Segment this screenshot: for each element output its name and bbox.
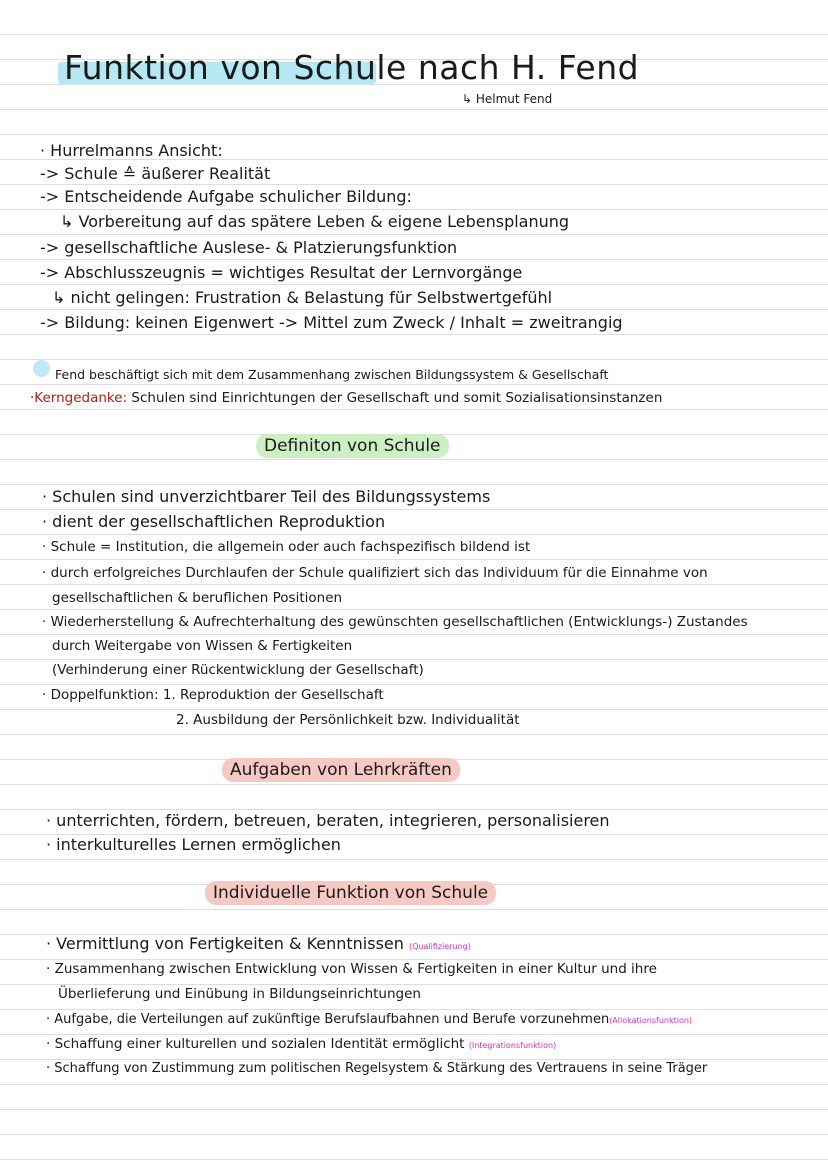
definition-line: · dient der gesellschaftlichen Reproduktion	[42, 512, 386, 531]
note-allokation: (Allokationsfunktion)	[609, 1016, 693, 1025]
hurrelmann-line: ↳ Vorbereitung auf das spätere Leben & eigene Lebensplanung	[60, 212, 570, 231]
definition-line: · durch erfolgreiches Durchlaufen der Schule qualifiziert sich das Individuum für die Einnahme von	[42, 565, 708, 581]
note-qualifizierung: (Qualifizierung)	[409, 942, 471, 951]
definition-line: · Doppelfunktion: 1. Reproduktion der Gesellschaft	[42, 687, 384, 703]
kerngedanke-label: Kerngedanke:	[34, 390, 128, 406]
kerngedanke-text: Schulen sind Einrichtungen der Gesellschaft und somit Sozialisationsinstanzen	[131, 390, 663, 406]
definition-line: 2. Ausbildung der Persönlichkeit bzw. Individualität	[176, 712, 520, 728]
aufgaben-heading: Aufgaben von Lehrkräften	[222, 760, 460, 780]
note-integration: (Integrationsfunktion)	[468, 1041, 557, 1050]
individuell-heading: Individuelle Funktion von Schule	[205, 883, 496, 903]
aufgaben-line: · unterrichten, fördern, betreuen, beraten, integrieren, personalisieren	[46, 811, 610, 830]
individuell-line: · Vermittlung von Fertigkeiten & Kenntnissen (Qualifizierung)	[46, 934, 471, 953]
page-subtitle: ↳ Helmut Fend	[462, 92, 553, 106]
aufgaben-line: · interkulturelles Lernen ermöglichen	[46, 835, 341, 854]
hurrelmann-line: -> Schule ≙ äußerer Realität	[40, 164, 271, 183]
page-title: Funktion von Schule nach H. Fend	[64, 48, 640, 87]
kerngedanke: ·Kerngedanke: Schulen sind Einrichtungen der Gesellschaft und somit Sozialisationsinstanzen	[30, 390, 663, 406]
individuell-line: · Aufgabe, die Verteilungen auf zukünftige Berufslaufbahnen und Berufe vorzunehmen(Allokationsfunktion)	[46, 1012, 693, 1027]
hurrelmann-line: ↳ nicht gelingen: Frustration & Belastung für Selbstwertgefühl	[52, 288, 553, 307]
hurrelmann-line: -> Entscheidende Aufgabe schulicher Bildung:	[40, 187, 412, 206]
definition-line: durch Weitergabe von Wissen & Fertigkeiten	[52, 638, 353, 654]
definition-line: · Schulen sind unverzichtbarer Teil des Bildungssystems	[42, 487, 491, 506]
individuell-line: · Schaffung von Zustimmung zum politischen Regelsystem & Stärkung des Vertrauens in seine Träger	[46, 1061, 708, 1076]
definition-line: (Verhinderung einer Rückentwicklung der Gesellschaft)	[52, 662, 424, 678]
hurrelmann-line: -> Abschlusszeugnis = wichtiges Resultat der Lernvorgänge	[40, 263, 523, 282]
hurrelmann-line: -> gesellschaftliche Auslese- & Platzierungsfunktion	[40, 238, 458, 257]
definition-line: gesellschaftlichen & beruflichen Positionen	[52, 590, 343, 606]
definition-line: · Schule = Institution, die allgemein oder auch fachspezifisch bildend ist	[42, 539, 531, 555]
individuell-line: · Zusammenhang zwischen Entwicklung von Wissen & Fertigkeiten in einer Kultur und ihre	[46, 961, 657, 977]
fend-intro: Fend beschäftigt sich mit dem Zusammenhang zwischen Bildungssystem & Gesellschaft	[55, 367, 609, 382]
bullet-dot	[33, 360, 50, 377]
definition-line: · Wiederherstellung & Aufrechterhaltung des gewünschten gesellschaftlichen (Entwicklungs-) Zustandes	[42, 614, 748, 630]
definition-heading: Definiton von Schule	[256, 436, 449, 456]
individuell-line: Überlieferung und Einübung in Bildungseinrichtungen	[58, 986, 421, 1002]
hurrelmann-line: · Hurrelmanns Ansicht:	[40, 141, 223, 160]
hurrelmann-line: -> Bildung: keinen Eigenwert -> Mittel zum Zweck / Inhalt = zweitrangig	[40, 313, 623, 332]
individuell-line: · Schaffung einer kulturellen und sozialen Identität ermöglicht (Integrationsfunktion)	[46, 1036, 557, 1052]
